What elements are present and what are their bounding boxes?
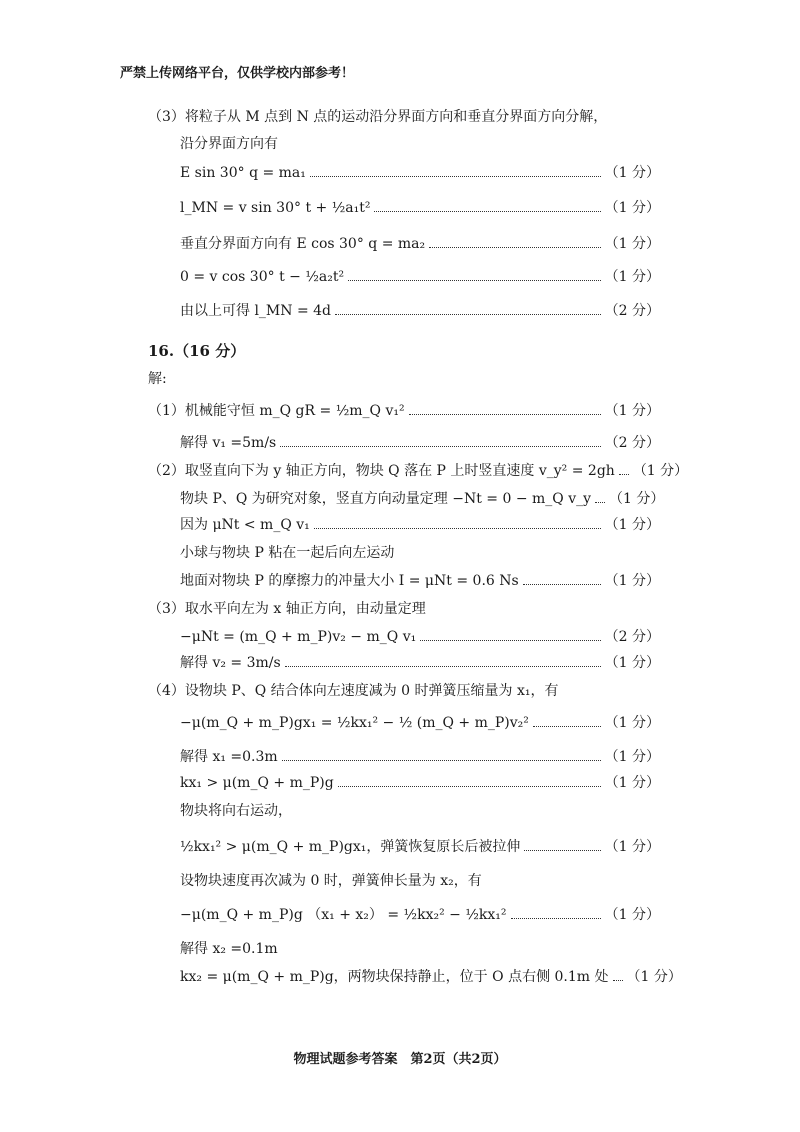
page-footer: 物理试题参考答案 第2页（共2页） — [293, 1052, 507, 1067]
text-line: 小球与物块 P 粘在一起后向左运动 — [180, 545, 395, 561]
equation-line: （1）机械能守恒 m_Q gR = ½m_Q v₁² （1 分） — [148, 400, 660, 420]
equation-line: kx₂ = μ(m_Q + m_P)g，两物块保持静止，位于 O 点右侧 0.1m 处 （1 分） — [180, 966, 660, 986]
score-label: （1 分） — [604, 655, 660, 671]
question-16-heading: 16.（16 分） — [148, 342, 246, 360]
dot-leader — [524, 842, 600, 851]
equation-line: −μ(m_Q + m_P)gx₁ = ½kx₁² − ½ (m_Q + m_P)v₂² （1 分） — [180, 712, 660, 732]
equation-line: 解得 v₁ =5m/s （2 分） — [180, 432, 660, 452]
text-line: 设物块速度再次减为 0 时，弹簧伸长量为 x₂，有 — [180, 873, 482, 889]
score-label: （1 分） — [604, 200, 660, 216]
score-label: （1 分） — [604, 165, 660, 181]
equation-line: kx₁ > μ(m_Q + m_P)g （1 分） — [180, 772, 660, 792]
score-label: （1 分） — [604, 236, 660, 252]
score-label: （1 分） — [604, 775, 660, 791]
dot-leader — [338, 778, 601, 787]
equation-line: 因为 μNt < m_Q v₁ （1 分） — [180, 514, 660, 534]
along-interface-label: 沿分界面方向有 — [180, 136, 278, 152]
score-label: （1 分） — [604, 517, 660, 533]
score-label: （2 分） — [604, 435, 660, 451]
equation-line: 0 = v cos 30° t − ½a₂t² （1 分） — [180, 266, 660, 286]
dot-leader — [619, 466, 629, 475]
part4-intro-line: （4）设物块 P、Q 结合体向左速度减为 0 时弹簧压缩量为 x₁，有 — [148, 683, 559, 699]
score-label: （2 分） — [604, 629, 660, 645]
part3-intro-line: （3）将粒子从 M 点到 N 点的运动沿分界面方向和垂直分界面方向分解， — [148, 109, 608, 125]
part3-intro-line: （3）取水平向左为 x 轴正方向，由动量定理 — [148, 601, 426, 617]
solution-label: 解: — [148, 371, 167, 387]
equation-line: 地面对物块 P 的摩擦力的冲量大小 I = μNt = 0.6 Ns （1 分） — [180, 570, 660, 590]
dot-leader — [409, 406, 601, 415]
equation-line: （2）取竖直向下为 y 轴正方向，物块 Q 落在 P 上时竖直速度 v_y² = 2gh （1 分） — [148, 460, 660, 480]
score-label: （1 分） — [632, 463, 689, 479]
equation-line: −μ(m_Q + m_P)g （x₁ + x₂） = ½kx₂² − ½kx₁² （1 分） — [180, 904, 660, 924]
distribution-notice: 严禁上传网络平台，仅供学校内部参考！ — [120, 66, 355, 81]
equation-line: 解得 v₂ = 3m/s （1 分） — [180, 652, 660, 672]
dot-leader — [282, 752, 601, 761]
dot-leader — [348, 272, 601, 281]
text-line: 解得 x₂ =0.1m — [180, 941, 278, 957]
score-label: （1 分） — [609, 491, 665, 507]
dot-leader — [285, 658, 601, 667]
dot-leader — [595, 494, 605, 503]
dot-leader — [314, 520, 601, 529]
score-label: （1 分） — [604, 907, 660, 923]
score-label: （1 分） — [604, 749, 660, 765]
score-label: （2 分） — [604, 303, 660, 319]
equation-line: l_MN = v sin 30° t + ½a₁t² （1 分） — [180, 197, 660, 217]
text-line: 物块将向右运动， — [180, 803, 292, 819]
equation-line: ½kx₁² > μ(m_Q + m_P)gx₁，弹簧恢复原长后被拉伸 （1 分） — [180, 836, 660, 856]
equation-line: 物块 P、Q 为研究对象，竖直方向动量定理 −Nt = 0 − m_Q v_y （1 分） — [180, 488, 660, 508]
dot-leader — [335, 306, 601, 315]
dot-leader — [420, 632, 600, 641]
dot-leader — [374, 203, 600, 212]
dot-leader — [613, 972, 623, 981]
score-label: （1 分） — [604, 715, 660, 731]
equation-line: E sin 30° q = ma₁ （1 分） — [180, 162, 660, 182]
equation-line: 由以上可得 l_MN = 4d （2 分） — [180, 300, 660, 320]
dot-leader — [280, 438, 600, 447]
dot-leader — [310, 168, 601, 177]
score-label: （1 分） — [626, 969, 682, 985]
dot-leader — [533, 718, 601, 727]
equation-line: 解得 x₁ =0.3m （1 分） — [180, 746, 660, 766]
score-label: （1 分） — [604, 269, 660, 285]
equation-line: 垂直分界面方向有 E cos 30° q = ma₂ （1 分） — [180, 233, 660, 253]
score-label: （1 分） — [604, 403, 660, 419]
score-label: （1 分） — [604, 573, 660, 589]
score-label: （1 分） — [604, 839, 660, 855]
dot-leader — [429, 239, 601, 248]
equation-line: −μNt = (m_Q + m_P)v₂ − m_Q v₁ （2 分） — [180, 626, 660, 646]
dot-leader — [523, 576, 601, 585]
dot-leader — [511, 910, 601, 919]
